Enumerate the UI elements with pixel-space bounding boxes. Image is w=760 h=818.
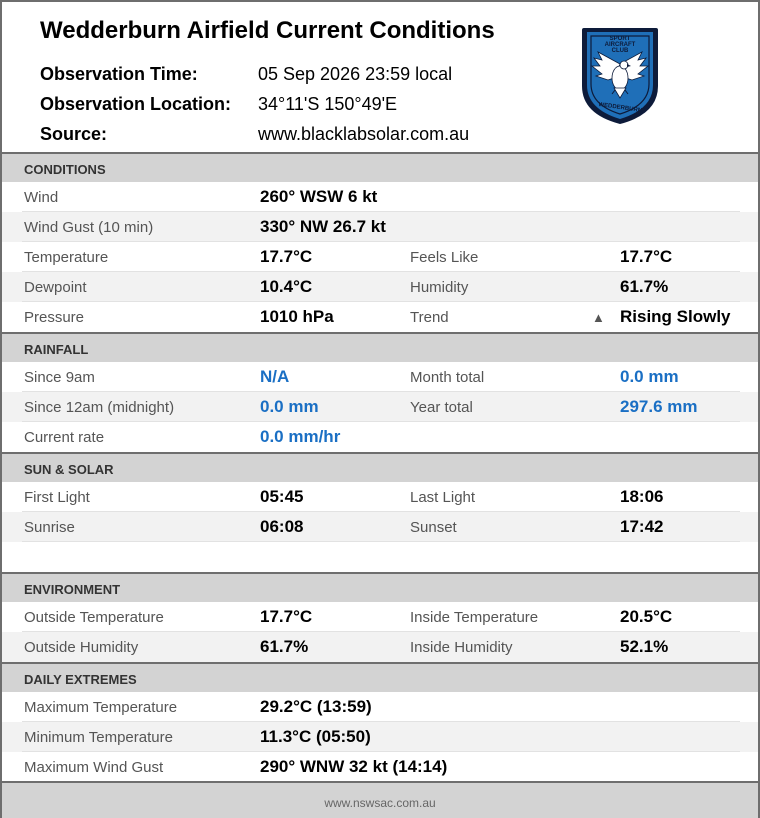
section-daily-extremes (2, 662, 758, 692)
max-wind-gust-label: Maximum Wind Gust (24, 759, 164, 776)
since-9am-value: N/A (260, 367, 290, 386)
pressure-value: 1010 hPa (260, 307, 334, 326)
sunrise-label: Sunrise (24, 519, 75, 536)
dewpoint-label: Dewpoint (24, 279, 87, 296)
row-dewpoint (2, 272, 758, 302)
year-total-value: 297.6 mm (620, 397, 698, 416)
humidity-value: 61.7% (620, 277, 669, 296)
observation-location-label: Observation Location: (40, 94, 232, 114)
section-title: ENVIRONMENT (24, 582, 121, 597)
sunset-label: Sunset (410, 519, 457, 536)
section-title: RAINFALL (24, 342, 89, 357)
last-light-value: 18:06 (620, 487, 664, 506)
first-light-value: 05:45 (260, 487, 304, 506)
inside-humidity-value: 52.1% (620, 637, 669, 656)
max-wind-gust-value: 290° WNW 32 kt (14:14) (260, 757, 448, 776)
wind-label: Wind (24, 189, 59, 206)
row-min-temperature (2, 722, 758, 752)
section-sun-solar (2, 452, 758, 482)
current-rate-label: Current rate (24, 429, 105, 446)
outside-temperature-value: 17.7°C (260, 607, 313, 626)
logo-text-sport: SPORT (609, 36, 631, 42)
section-title: CONDITIONS (24, 162, 106, 177)
humidity-label: Humidity (410, 279, 469, 296)
min-temperature-value: 11.3°C (05:50) (260, 727, 371, 746)
dewpoint-value: 10.4°C (260, 277, 313, 296)
outside-temperature-label: Outside Temperature (24, 609, 164, 626)
row-since-midnight (2, 392, 758, 422)
wind-gust-value: 330° NW 26.7 kt (260, 217, 386, 236)
row-since-9am (2, 362, 758, 392)
inside-temperature-value: 20.5°C (620, 607, 673, 626)
current-rate-value: 0.0 mm/hr (260, 427, 341, 446)
sunrise-value: 06:08 (260, 517, 304, 536)
row-first-light (2, 482, 758, 512)
section-environment (2, 572, 758, 602)
feels-like-label: Feels Like (410, 249, 479, 266)
row-outside-humidity (2, 632, 758, 662)
pressure-label: Pressure (24, 309, 85, 326)
row-max-wind-gust (2, 752, 758, 782)
blank-row (2, 542, 758, 572)
temperature-label: Temperature (24, 249, 109, 266)
year-total-label: Year total (410, 399, 473, 416)
since-9am-label: Since 9am (24, 369, 95, 386)
wind-gust-label: Wind Gust (10 min) (24, 219, 154, 236)
observation-location-value: 34°11'S 150°49'E (258, 94, 398, 114)
month-total-label: Month total (410, 369, 485, 386)
feels-like-value: 17.7°C (620, 247, 673, 266)
section-rainfall (2, 332, 758, 362)
inside-temperature-label: Inside Temperature (410, 609, 539, 626)
trend-label: Trend (410, 309, 449, 326)
row-wind-gust (2, 212, 758, 242)
wind-value: 260° WSW 6 kt (260, 187, 378, 206)
since-midnight-value: 0.0 mm (260, 397, 319, 416)
logo-text-wedderburn: WEDDERBURN (597, 101, 643, 115)
max-temperature-label: Maximum Temperature (24, 699, 178, 716)
source-label: Source: (40, 124, 108, 144)
observation-time-value: 05 Sep 2026 23:59 local (258, 64, 453, 84)
row-current-rate (2, 422, 758, 452)
temperature-value: 17.7°C (260, 247, 313, 266)
row-temperature (2, 242, 758, 272)
sunset-value: 17:42 (620, 517, 664, 536)
first-light-label: First Light (24, 489, 90, 506)
min-temperature-label: Minimum Temperature (24, 729, 173, 746)
panel-header (2, 2, 758, 152)
outside-humidity-label: Outside Humidity (24, 639, 139, 656)
trend-value: Rising Slowly (620, 307, 731, 326)
section-title: DAILY EXTREMES (24, 672, 137, 687)
footer (2, 781, 758, 818)
inside-humidity-label: Inside Humidity (410, 639, 513, 656)
club-logo (578, 24, 662, 126)
logo-text-aircraft: AIRCRAFT (604, 42, 636, 48)
footer-link[interactable]: www.nswsac.com.au (324, 796, 436, 810)
page-title: Wedderburn Airfield Current Conditions (40, 17, 495, 44)
max-temperature-value: 29.2°C (13:59) (260, 697, 372, 716)
observation-time-label: Observation Time: (40, 64, 198, 84)
row-outside-temperature (2, 602, 758, 632)
since-midnight-label: Since 12am (midnight) (24, 399, 175, 416)
section-title: SUN & SOLAR (24, 462, 114, 477)
trend-up-icon: ▲ (592, 310, 605, 325)
row-wind (2, 182, 758, 212)
logo-text-club: CLUB (611, 48, 629, 54)
source-value: www.blacklabsolar.com.au (258, 124, 470, 144)
outside-humidity-value: 61.7% (260, 637, 309, 656)
row-max-temperature (2, 692, 758, 722)
row-sunrise (2, 512, 758, 542)
row-pressure (2, 302, 758, 332)
last-light-label: Last Light (410, 489, 476, 506)
month-total-value: 0.0 mm (620, 367, 679, 386)
section-conditions (2, 152, 758, 182)
